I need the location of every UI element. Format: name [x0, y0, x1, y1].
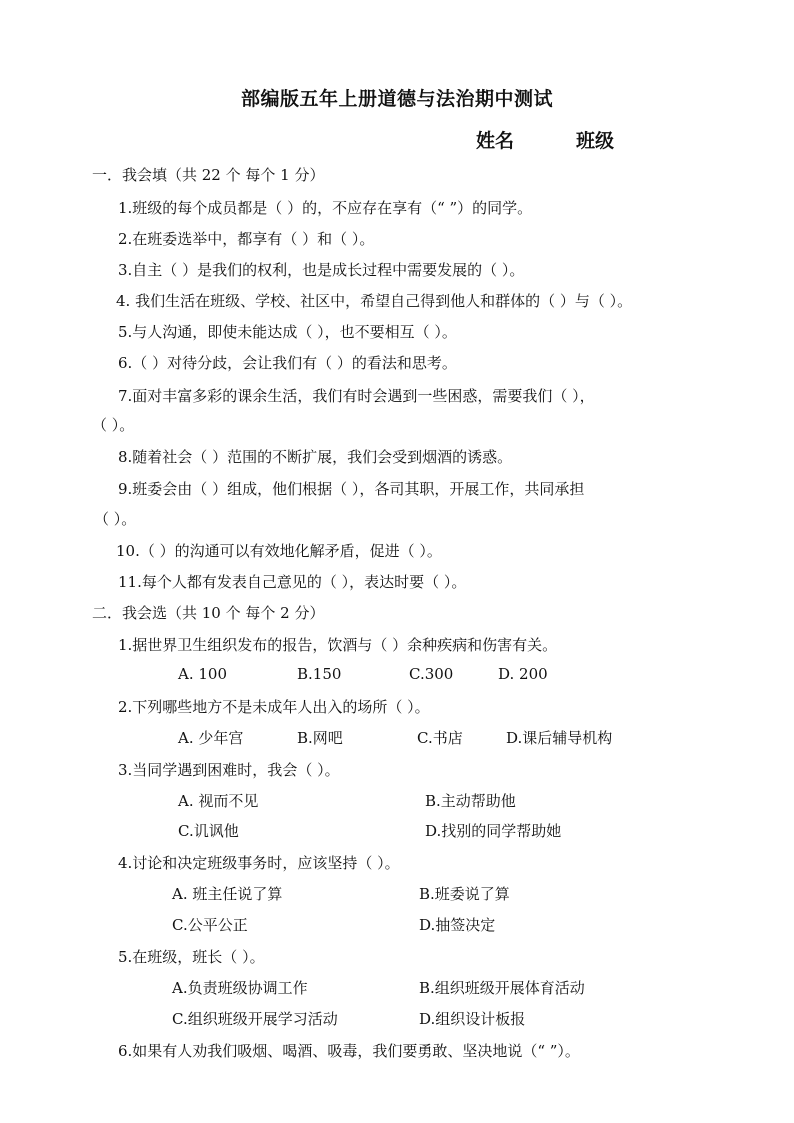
fill-question-5: 5.与人沟通，即使未能达成（ ），也不要相互（ ）。	[118, 323, 457, 341]
fill-question-10: 10.（ ）的沟通可以有效地化解矛盾，促进（ ）。	[116, 542, 442, 560]
section-1-heading: 一．我会填（共 22 个 每个 1 分）	[92, 166, 325, 184]
fill-question-1: 1.班级的每个成员都是（ ）的，不应存在享有（“ ”）的同学。	[118, 199, 533, 217]
choice-5-option-b: B.组织班级开展体育活动	[419, 979, 585, 997]
choice-1-option-c: C.300	[409, 665, 454, 683]
choice-question-3: 3.当同学遇到困难时，我会（ ）。	[118, 761, 340, 779]
choice-4-option-a: A. 班主任说了算	[172, 885, 283, 903]
choice-question-2: 2.下列哪些地方不是未成年人出入的场所（ ）。	[118, 698, 430, 716]
choice-3-option-a: A. 视而不见	[178, 792, 259, 810]
fill-question-8: 8.随着社会（ ）范围的不断扩展，我们会受到烟酒的诱惑。	[118, 448, 513, 466]
fill-question-7-continued: （ ）。	[92, 416, 135, 434]
choice-2-option-c: C.书店	[417, 729, 463, 747]
fill-question-4: 4. 我们生活在班级、学校、社区中，希望自己得到他人和群体的（ ）与（ ）。	[116, 292, 633, 310]
choice-2-option-a: A. 少年宫	[178, 729, 244, 747]
fill-question-6: 6.（ ）对待分歧，会让我们有（ ）的看法和思考。	[118, 354, 457, 372]
fill-question-3: 3.自主（ ）是我们的权利，也是成长过程中需要发展的（ ）。	[118, 261, 525, 279]
choice-question-1: 1.据世界卫生组织发布的报告，饮酒与（ ）余种疾病和伤害有关。	[118, 636, 558, 654]
name-label: 姓名	[476, 130, 515, 152]
choice-4-option-c: C.公平公正	[172, 916, 248, 934]
choice-2-option-d: D.课后辅导机构	[506, 729, 613, 747]
section-2-heading: 二．我会选（共 10 个 每个 2 分）	[92, 604, 325, 622]
choice-question-5: 5.在班级，班长（ ）。	[118, 948, 265, 966]
fill-question-11: 11.每个人都有发表自己意见的（ ），表达时要（ ）。	[118, 573, 467, 591]
fill-question-2: 2.在班委选举中，都享有（ ）和（ ）。	[118, 230, 375, 248]
choice-question-4: 4.讨论和决定班级事务时，应该坚持（ ）。	[118, 854, 400, 872]
choice-1-option-a: A. 100	[178, 665, 227, 683]
choice-5-option-d: D.组织设计板报	[419, 1010, 526, 1028]
choice-question-6: 6.如果有人劝我们吸烟、喝酒、吸毒，我们要勇敢、坚决地说（“ ”）。	[118, 1042, 580, 1060]
fill-question-9-continued: （ ）。	[94, 510, 137, 528]
name-class-row	[476, 126, 614, 153]
choice-5-option-c: C.组织班级开展学习活动	[172, 1010, 338, 1028]
choice-3-option-b: B.主动帮助他	[425, 792, 516, 810]
choice-1-option-b: B.150	[297, 665, 342, 683]
choice-3-option-c: C.讥讽他	[178, 822, 239, 840]
page-title: 部编版五年上册道德与法治期中测试	[240, 88, 553, 110]
choice-4-option-b: B.班委说了算	[419, 885, 510, 903]
choice-1-option-d: D. 200	[498, 665, 548, 683]
fill-question-9: 9.班委会由（ ）组成，他们根据（ ），各司其职，开展工作，共同承担	[118, 480, 585, 498]
choice-5-option-a: A.负责班级协调工作	[172, 979, 308, 997]
class-label: 班级	[576, 130, 615, 152]
choice-2-option-b: B.网吧	[297, 729, 343, 747]
choice-4-option-d: D.抽签决定	[419, 916, 496, 934]
choice-3-option-d: D.找别的同学帮助她	[425, 822, 562, 840]
fill-question-7: 7.面对丰富多彩的课余生活，我们有时会遇到一些困惑，需要我们（ ），	[118, 387, 595, 405]
